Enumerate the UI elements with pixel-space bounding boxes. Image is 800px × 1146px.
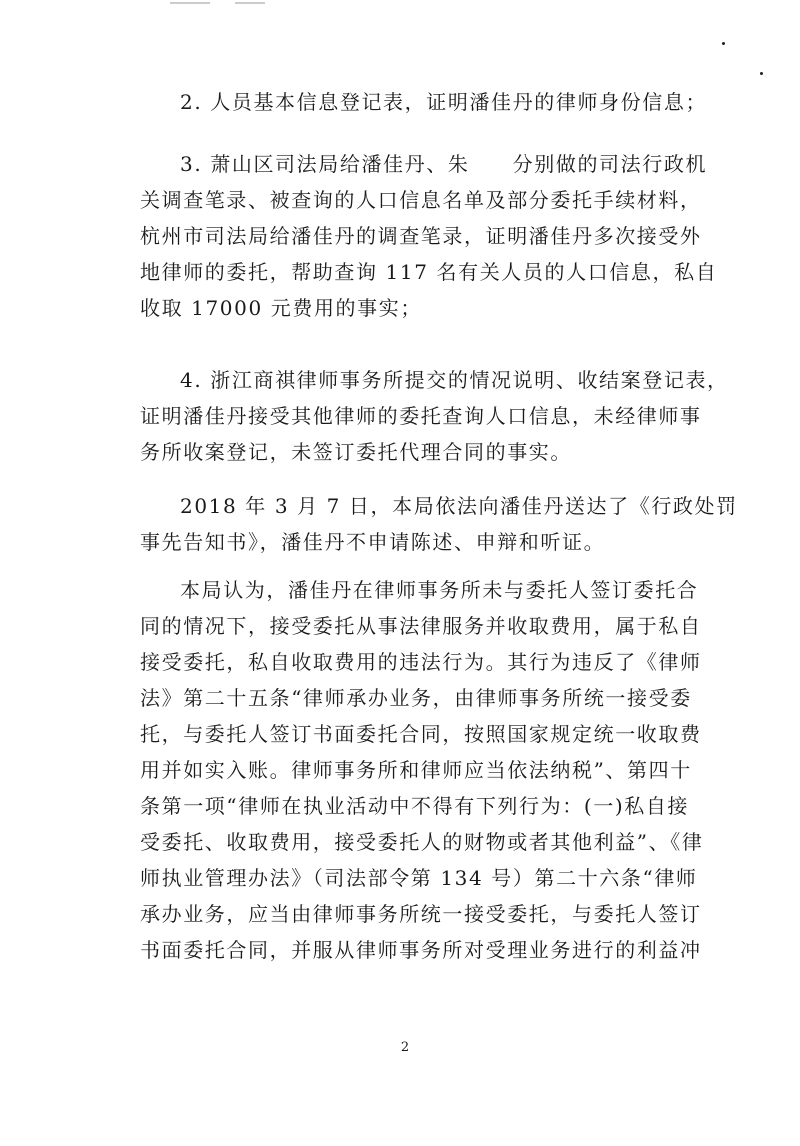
page-number: 2 [400,1040,410,1055]
text-line: 事先告知书》，潘佳丹不申请陈述、申辩和听证。 [140,530,606,554]
text-line: 承办业务，应当由律师事务所统一接受委托，与委托人签订 [140,902,702,926]
text-line: 接受委托，私自收取费用的违法行为。其行为违反了《律师 [140,650,702,674]
text-line: 法》第二十五条“律师承办业务，由律师事务所统一接受委 [140,686,692,710]
text-line: 地律师的委托，帮助查询 117 名有关人员的人口信息，私自 [140,260,718,284]
paragraph-bureau-finding [140,572,704,968]
scan-speck [760,72,763,75]
text-line: 本局认为，潘佳丹在律师事务所未与委托人签订委托合 [180,578,699,602]
text-line: 证明潘佳丹接受其他律师的委托查询人口信息，未经律师事 [140,404,702,428]
text-line: 师执业管理办法》（司法部令第 134 号）第二十六条“律师 [140,866,698,890]
text-line: 3. 萧山区司法局给潘佳丹、朱 分别做的司法行政机 [180,152,708,176]
text-line: 条第一项“律师在执业活动中不得有下列行为：(一)私自接 [140,794,690,818]
text-line: 收取 17000 元费用的事实； [140,296,422,320]
scan-speck [722,42,725,45]
text-line: 受委托、收取费用，接受委托人的财物或者其他利益”、《律 [140,830,704,854]
paragraph-evidence-4 [140,362,729,470]
paragraph-evidence-3 [140,146,718,326]
scan-mark [170,2,210,4]
text-line: 务所收案登记，未签订委托代理合同的事实。 [140,440,572,464]
paragraph-evidence-2 [140,84,708,120]
text-line: 用并如实入账。律师事务所和律师应当依法纳税”、第四十 [140,758,692,782]
scan-mark [235,2,265,4]
text-line: 托，与委托人签订书面委托合同，按照国家规定统一收取费 [140,722,702,746]
text-line: 2018 年 3 月 7 日，本局依法向潘佳丹送达了《行政处罚 [180,494,738,518]
text-line: 4. 浙江商祺律师事务所提交的情况说明、收结案登记表， [180,368,729,392]
text-line: 2. 人员基本信息登记表，证明潘佳丹的律师身份信息； [180,90,708,114]
text-line: 关调查笔录、被查询的人口信息名单及部分委托手续材料， [140,188,702,212]
text-line: 书面委托合同，并服从律师事务所对受理业务进行的利益冲 [140,938,702,962]
paragraph-notice-served [140,488,738,560]
text-line: 同的情况下，接受委托从事法律服务并收取费用，属于私自 [140,614,702,638]
text-line: 杭州市司法局给潘佳丹的调查笔录，证明潘佳丹多次接受外 [140,224,702,248]
